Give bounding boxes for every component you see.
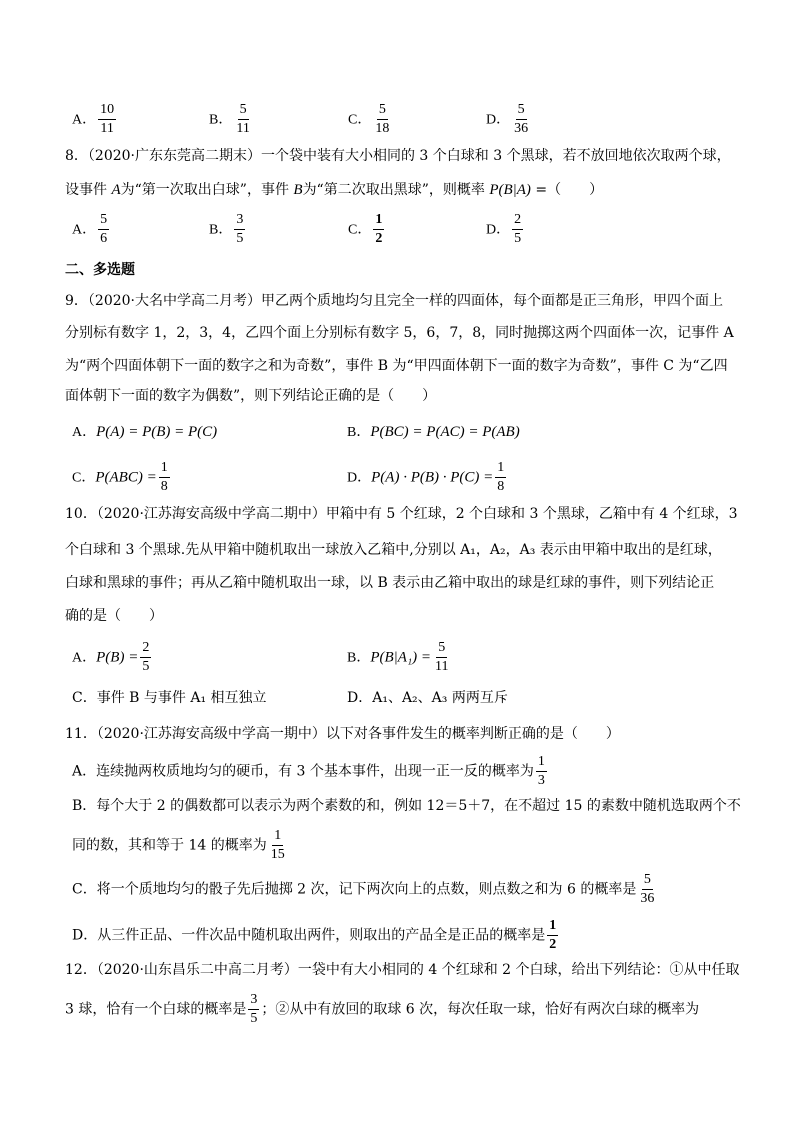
fraction: $\frac{1}{3}$ <box>537 754 545 788</box>
q8-stem-line1: 8．（2020·广东东莞高二期末）一个袋中装有大小相同的 3 个白球和 3 个黑球，若不放回地依次取两个球， <box>65 148 731 164</box>
q8-option-a: A． $\frac{5}{6}$ <box>72 212 108 246</box>
fraction: $\frac{5}{36}$ <box>514 102 529 136</box>
q9-stem-line4: 面体朝下一面的数字为偶数”，则下列结论正确的是（ ） <box>65 388 437 404</box>
q7-option-b: B． $\frac{5}{11}$ <box>209 102 250 136</box>
fraction: $\frac{5}{6}$ <box>100 212 108 246</box>
q11-stem-line1: 11．（2020·江苏海安高级中学高一期中）以下对各事件发生的概率判断正确的是（ ） <box>65 726 620 742</box>
q10-option-d: D．A₁、A₂、A₃ 两两互斥 <box>347 690 508 706</box>
q7-option-d: D． $\frac{5}{36}$ <box>486 102 529 136</box>
fraction: $\frac{1}{2}$ <box>549 918 557 952</box>
q11-option-c: C．将一个质地均匀的骰子先后抛掷 2 次，记下两次向上的点数，则点数之和为 6 的概率是 $\frac{5}{36}$ <box>72 872 655 906</box>
fraction: $\frac{1}{15}$ <box>270 828 285 862</box>
q9-stem-line3: 为“两个四面体朝下一面的数字之和为奇数”，事件 B 为“甲四面体朝下一面的数字为奇数”，事件 C 为“乙四 <box>65 358 728 374</box>
fraction: $\frac{2}{5}$ <box>142 640 150 674</box>
q8-option-b: B． $\frac{3}{5}$ <box>209 212 244 246</box>
q7-option-a: A． $\frac{10}{11}$ <box>72 102 115 136</box>
q10-option-c: C．事件 B 与事件 A₁ 相互独立 <box>72 690 267 706</box>
fraction: $\frac{5}{11}$ <box>236 102 250 136</box>
q10-stem-line1: 10．（2020·江苏海安高级中学高二期中）甲箱中有 5 个红球，2 个白球和 3 个黑球，乙箱中有 4 个红球，3 <box>65 506 738 522</box>
q11-option-d: D．从三件正品、一件次品中随机取出两件，则取出的产品全是正品的概率是 $\frac{1}{2}$ <box>72 918 557 952</box>
q10-stem-line4: 确的是（ ） <box>65 608 163 624</box>
q11-option-b-line2: 同的数，其和等于 14 的概率为 $\frac{1}{15}$ <box>72 828 285 862</box>
q7-option-c: C． $\frac{5}{18}$ <box>348 102 390 136</box>
q9-option-c: C．P(ABC) = $\frac{1}{8}$ <box>72 460 168 494</box>
q8-option-d: D． $\frac{2}{5}$ <box>486 212 522 246</box>
fraction: $\frac{1}{2}$ <box>375 212 383 246</box>
q9-option-d: D．P(A) · P(B) · P(C) = $\frac{1}{8}$ <box>347 460 505 494</box>
fraction: $\frac{5}{18}$ <box>375 102 390 136</box>
section-heading: 二、多选题 <box>65 262 135 278</box>
fraction: $\frac{5}{36}$ <box>640 872 655 906</box>
fraction: $\frac{1}{8}$ <box>160 460 168 494</box>
fraction: $\frac{5}{11}$ <box>435 640 449 674</box>
q9-option-b: B．P(BC) = P(AC) = P(AB) <box>347 424 520 440</box>
fraction: $\frac{2}{5}$ <box>514 212 522 246</box>
q9-option-a: A．P(A) = P(B) = P(C) <box>72 424 218 440</box>
fraction: $\frac{3}{5}$ <box>236 212 244 246</box>
q10-option-a: A．P(B) = $\frac{2}{5}$ <box>72 640 150 674</box>
q9-stem-line1: 9．（2020·大名中学高二月考）甲乙两个质地均匀且完全一样的四面体，每个面都是正三角形，甲四个面上 <box>65 293 723 309</box>
q12-stem-line2: 3 球，恰有一个白球的概率是 $\frac{3}{5}$ ；②从中有放回的取球 6 次，每次任取一球，恰好有两次白球的概率为 <box>65 992 700 1026</box>
fraction: $\frac{3}{5}$ <box>250 992 258 1026</box>
q12-stem-line1: 12．（2020·山东昌乐二中高二月考）一袋中有大小相同的 4 个红球和 2 个白球，给出下列结论：①从中任取 <box>65 962 740 978</box>
fraction: $\frac{10}{11}$ <box>100 102 115 136</box>
q9-stem-line2: 分别标有数字 1，2，3，4，乙四个面上分别标有数字 5，6，7，8，同时抛掷这两个四面体一次，记事件 A <box>65 325 734 341</box>
q11-option-b-line1: B．每个大于 2 的偶数都可以表示为两个素数的和，例如 12＝5＋7，在不超过 15 的素数中随机选取两个不 <box>72 798 741 814</box>
q11-option-a: A．连续抛两枚质地均匀的硬币，有 3 个基本事件，出现一正一反的概率为 $\frac{1}{3}$ <box>72 754 545 788</box>
q10-stem-line2: 个白球和 3 个黑球.先从甲箱中随机取出一球放入乙箱中,分别以 A₁，A₂，A₃ 表示由甲箱中取出的是红球， <box>65 542 722 558</box>
q10-option-b: B．P(B|A₁) = $\frac{5}{11}$ <box>347 640 449 674</box>
fraction: $\frac{1}{8}$ <box>497 460 505 494</box>
q8-stem-line2: 设事件 A为“第一次取出白球”，事件 B为“第二次取出黑球”，则概率 P(B|A) =（ ） <box>65 182 604 198</box>
q10-stem-line3: 白球和黑球的事件；再从乙箱中随机取出一球，以 B 表示由乙箱中取出的球是红球的事件，则下列结论正 <box>65 575 715 591</box>
q8-option-c: C． $\frac{1}{2}$ <box>348 212 383 246</box>
